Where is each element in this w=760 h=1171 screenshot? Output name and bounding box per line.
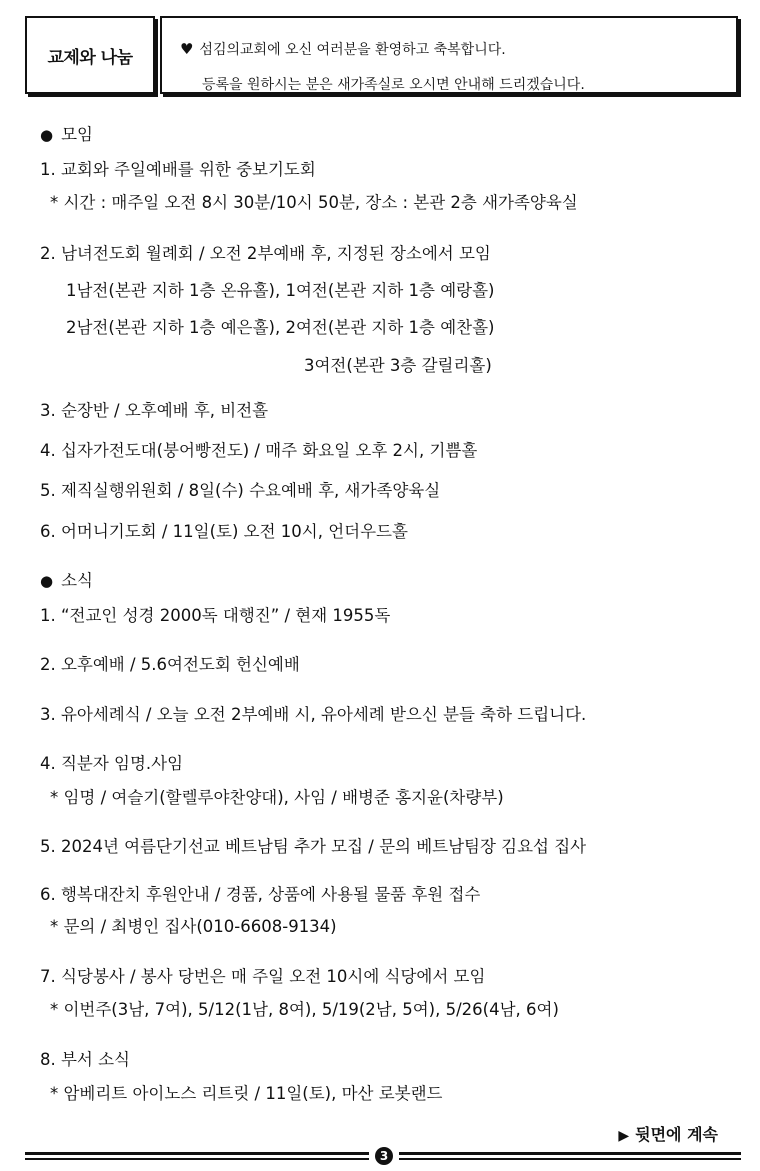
news-heading: ● 소식: [40, 567, 93, 591]
welcome-line-1: ♥ 섬김의교회에 오신 여러분을 환영하고 축복합니다.: [180, 40, 506, 58]
list-item: 6. 행복대잔치 후원안내 / 경품, 상품에 사용될 물품 후원 접수: [40, 885, 481, 904]
welcome-line-2: 등록을 원하시는 분은 새가족실로 오시면 안내해 드리겠습니다.: [202, 77, 585, 93]
list-item: 6. 어머니기도회 / 11일(토) 오전 10시, 언더우드홀: [40, 522, 408, 541]
list-item: 4. 직분자 임명.사임: [40, 754, 184, 773]
heart-icon: ♥: [180, 40, 194, 58]
footer-rule-right: [399, 1152, 741, 1160]
list-item: 1. “전교인 성경 2000독 대행진” / 현재 1955독: [40, 606, 391, 625]
continued-note: ▶ 뒷면에 계속: [618, 1125, 718, 1144]
welcome-box: [160, 16, 738, 94]
list-item: * 문의 / 최병인 집사(010-6608-9134): [50, 917, 337, 936]
triangle-right-icon: ▶: [618, 1128, 630, 1144]
list-item: 1남전(본관 지하 1층 온유홀), 1여전(본관 지하 1층 예랑홀): [66, 281, 495, 300]
list-item: 2남전(본관 지하 1층 예은홀), 2여전(본관 지하 1층 예찬홀): [66, 318, 495, 337]
list-item: * 이번주(3남, 7여), 5/12(1남, 8여), 5/19(2남, 5여), 5/26(4남, 6여): [50, 1000, 559, 1019]
list-item: * 시간 : 매주일 오전 8시 30분/10시 50분, 장소 : 본관 2층 새가족양육실: [50, 193, 578, 212]
page-footer: [25, 1148, 741, 1164]
list-item: * 암베리트 아이노스 리트릿 / 11일(토), 마산 로봇랜드: [50, 1084, 443, 1103]
section-title: 교제와 나눔: [47, 47, 133, 68]
list-item: 2. 남녀전도회 월례회 / 오전 2부예배 후, 지정된 장소에서 모임: [40, 244, 491, 263]
list-item: 2. 오후예배 / 5.6여전도회 헌신예배: [40, 655, 300, 674]
list-item: * 임명 / 여슬기(할렐루야찬양대), 사임 / 배병준 홍지윤(차량부): [50, 788, 504, 807]
section-title-box: [25, 16, 155, 94]
list-item: 1. 교회와 주일예배를 위한 중보기도회: [40, 160, 316, 179]
list-item: 7. 식당봉사 / 봉사 당번은 매 주일 오전 10시에 식당에서 모임: [40, 967, 486, 986]
footer-rule-left: [25, 1152, 369, 1160]
list-item: 3. 순장반 / 오후예배 후, 비전홀: [40, 401, 269, 420]
list-item: 4. 십자가전도대(붕어빵전도) / 매주 화요일 오후 2시, 기쁨홀: [40, 441, 478, 460]
list-item: 8. 부서 소식: [40, 1050, 130, 1069]
page-number: 3: [375, 1147, 393, 1165]
list-item: 3. 유아세례식 / 오늘 오전 2부예배 시, 유아세례 받으신 분들 축하 드립니다.: [40, 705, 587, 724]
list-item: 3여전(본관 3층 갈릴리홀): [304, 356, 492, 375]
meetings-heading: ● 모임: [40, 121, 93, 145]
list-item: 5. 2024년 여름단기선교 베트남팀 추가 모집 / 문의 베트남팀장 김요섭 집사: [40, 837, 587, 856]
list-item: 5. 제직실행위원회 / 8일(수) 수요예배 후, 새가족양육실: [40, 481, 441, 500]
